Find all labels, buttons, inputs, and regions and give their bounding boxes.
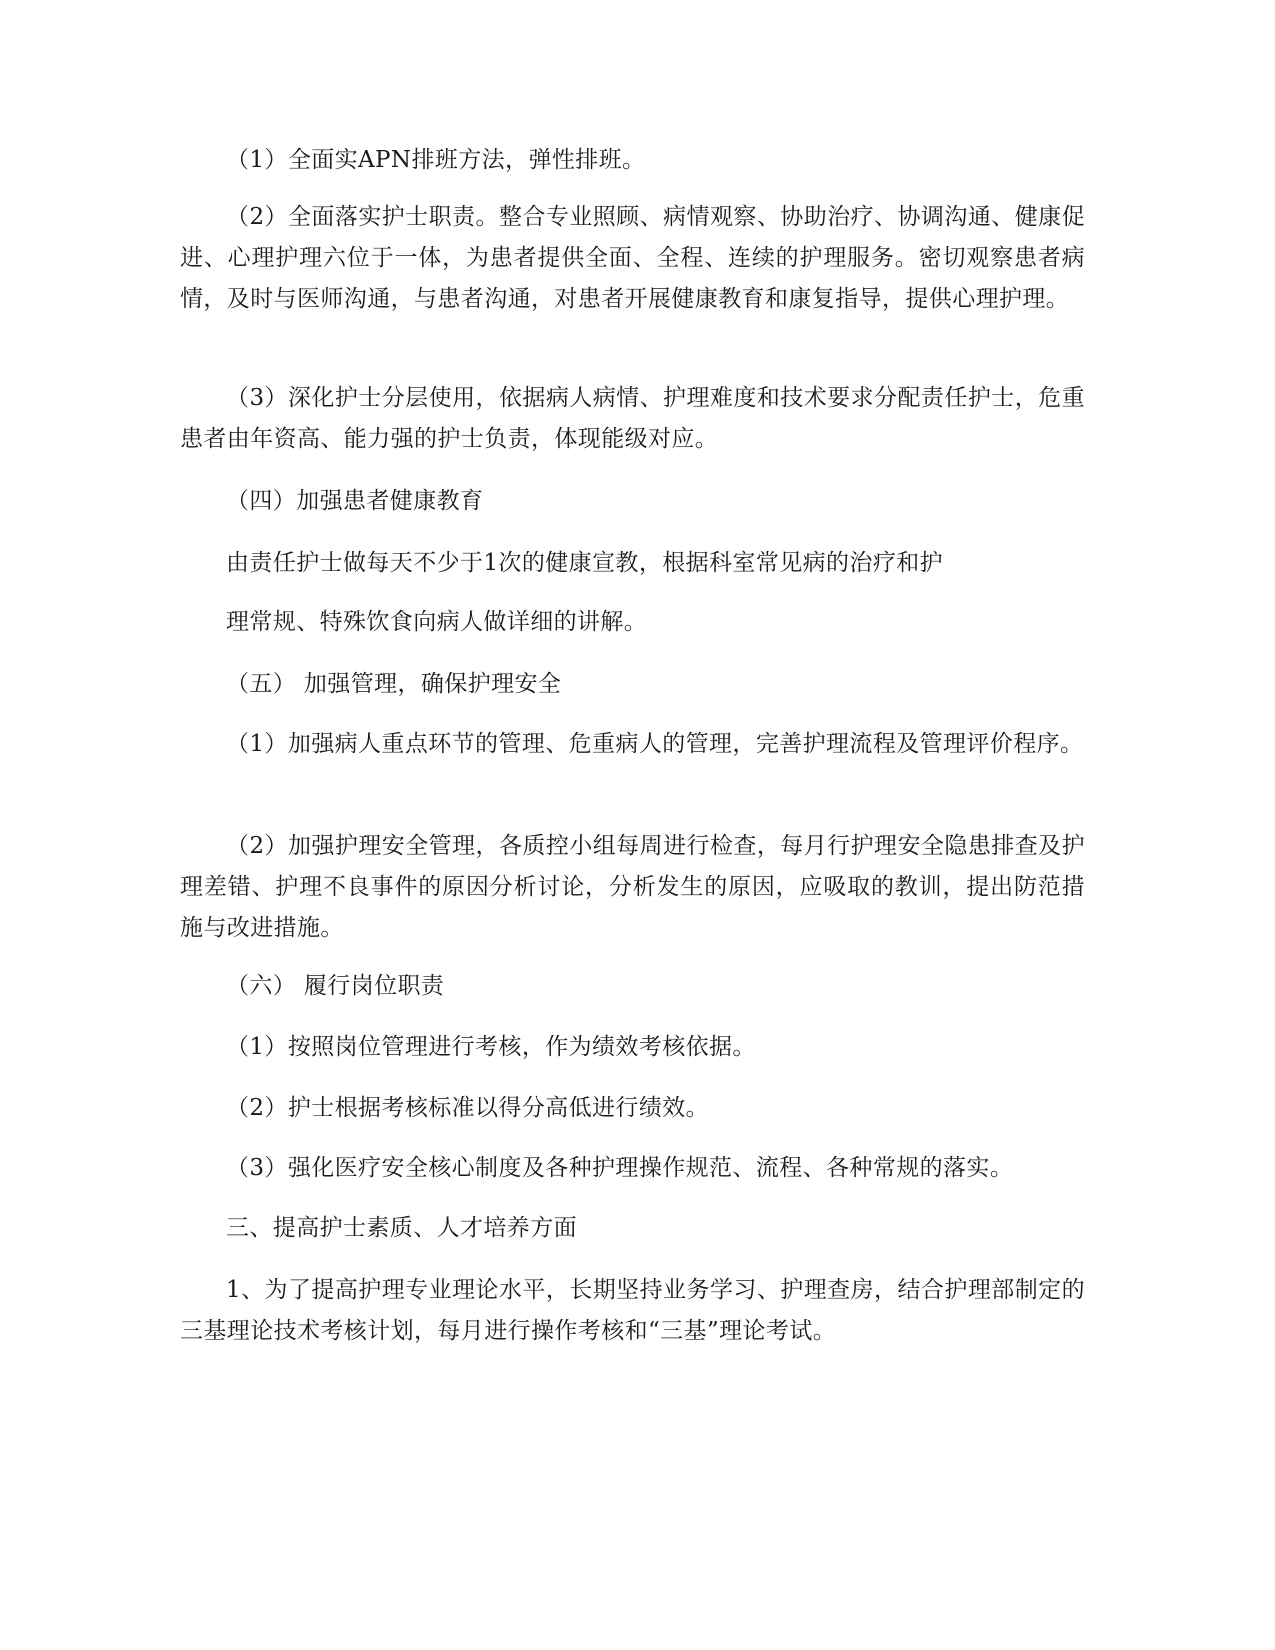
heading-post-duties: （六） 履行岗位职责: [226, 973, 445, 999]
paragraph-assessment-basis: （1）按照岗位管理进行考核，作为绩效考核依据。: [226, 1034, 756, 1060]
paragraph-core-systems: （3）强化医疗安全核心制度及各种护理操作规范、流程、各种常规的落实。: [226, 1155, 1014, 1181]
paragraph-key-links: （1）加强病人重点环节的管理、危重病人的管理，完善护理流程及管理评价程序。: [226, 731, 1084, 757]
paragraph-performance-scoring: （2）护士根据考核标准以得分高低进行绩效。: [226, 1095, 710, 1121]
paragraph-theory-training: 1、为了提高护理专业理论水平，长期坚持业务学习、护理查房，结合护理部制定的三基理论技术考核计划，每月进行操作考核和“三基”理论考试。: [180, 1277, 1085, 1344]
paragraph-health-education-line-1: 由责任护士做每天不少于1次的健康宣教，根据科室常见病的治疗和护: [226, 550, 944, 576]
paragraph-safety-inspection: （2）加强护理安全管理，各质控小组每周进行检查，每月行护理安全隐患排查及护理差错、护理不良事件的原因分析讨论，分析发生的原因，应吸取的教训，提出防范措施与改进措施。: [180, 833, 1085, 941]
paragraph-nurse-duties: （2）全面落实护士职责。整合专业照顾、病情观察、协助治疗、协调沟通、健康促进、心理护理六位于一体，为患者提供全面、全程、连续的护理服务。密切观察患者病情，及时与医师沟通，与患者沟通，对患者开展健康教育和康复指导，提供心理护理。: [180, 204, 1085, 312]
heading-nurse-quality: 三、提高护士素质、人才培养方面: [226, 1215, 577, 1241]
heading-health-education: （四）加强患者健康教育: [226, 488, 484, 514]
paragraph-tiered-nurses: （3）深化护士分层使用，依据病人病情、护理难度和技术要求分配责任护士，危重患者由年资高、能力强的护士负责，体现能级对应。: [180, 385, 1085, 452]
paragraph-apn-scheduling: （1）全面实APN排班方法，弹性排班。: [226, 147, 646, 173]
paragraph-health-education-line-2: 理常规、特殊饮食向病人做详细的讲解。: [226, 609, 648, 635]
heading-safety-management: （五） 加强管理，确保护理安全: [226, 671, 562, 697]
